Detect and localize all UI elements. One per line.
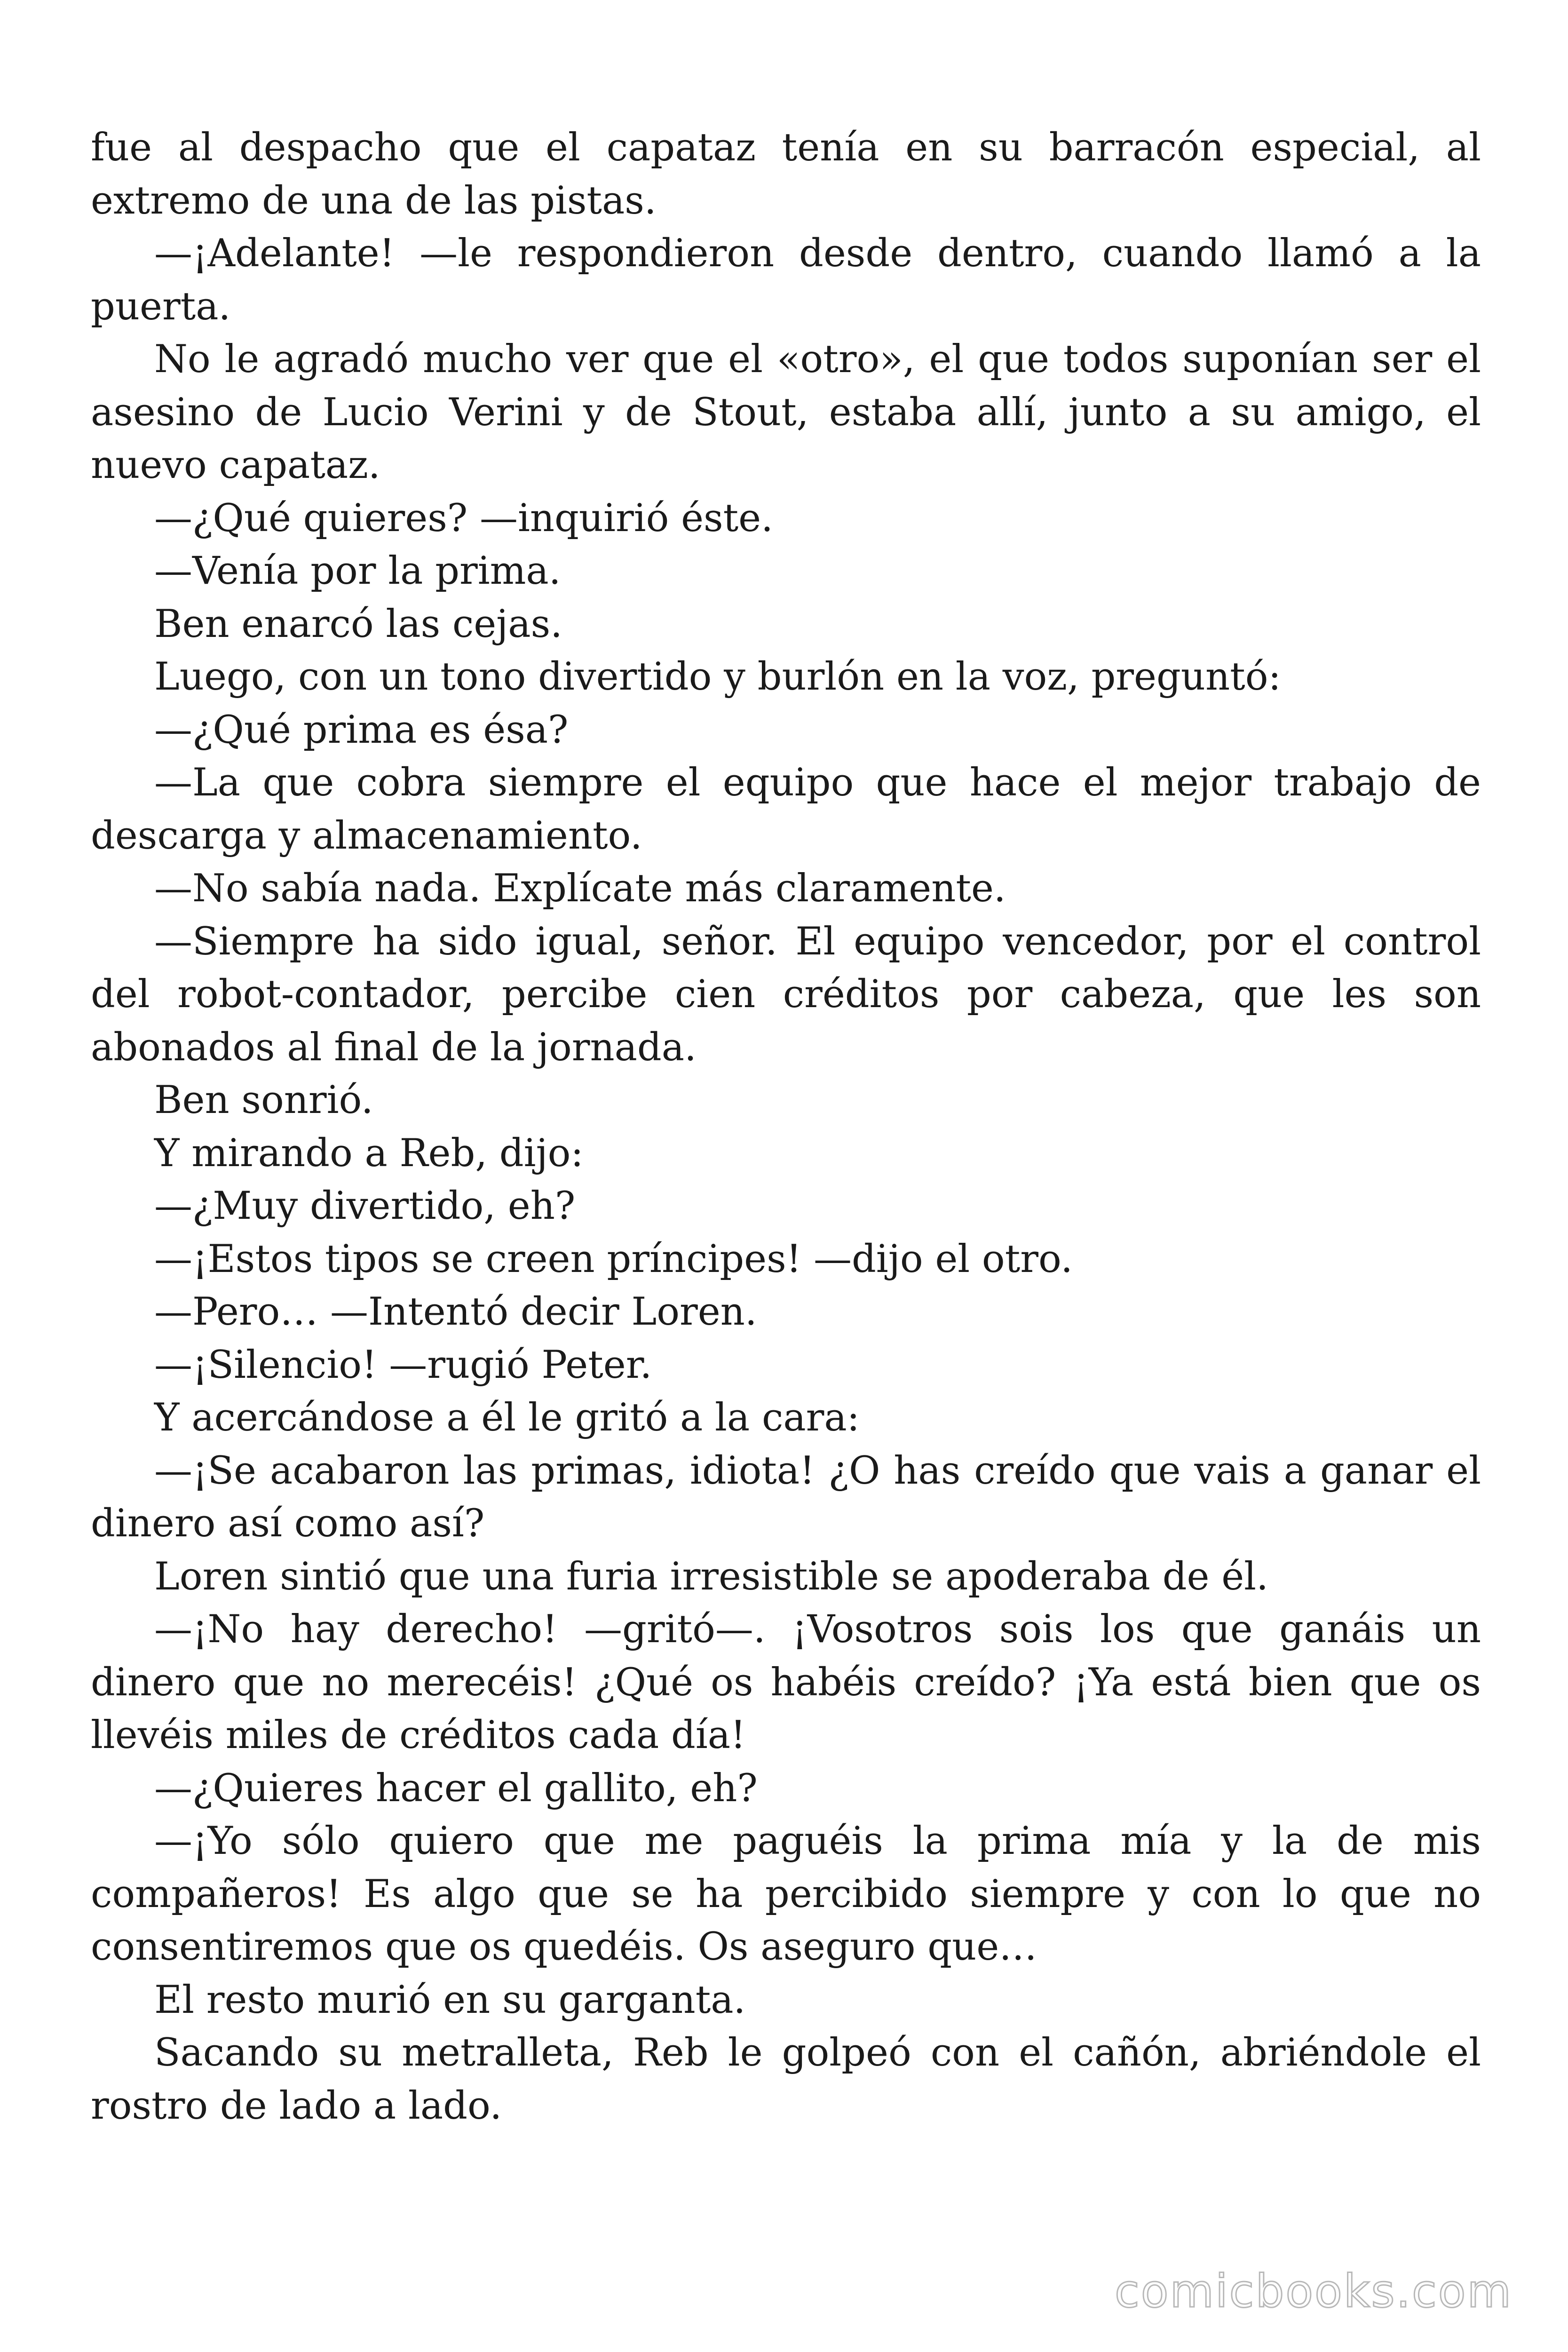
paragraph: Y acercándose a él le gritó a la cara: <box>154 1396 860 1440</box>
paragraph: —¡No hay derecho! —gritó—. ¡Vosotros sois los que ganáis un dinero que no merecéis! ¿Qué os habéis creído? ¡Ya está bien que os llevéis miles de créditos cada día! <box>91 1607 1481 1757</box>
paragraph: —¡Silencio! —rugió Peter. <box>154 1343 652 1387</box>
paragraph: fue al despacho que el capataz tenía en su barracón especial, al extremo de una de las pistas. <box>91 126 1481 223</box>
paragraph: El resto murió en su garganta. <box>154 1978 746 2022</box>
paragraph: —¡Adelante! —le respondieron desde dentro, cuando llamó a la puerta. <box>91 231 1481 329</box>
paragraph: Ben sonrió. <box>154 1078 373 1122</box>
paragraph: No le agradó mucho ver que el «otro», el que todos suponían ser el asesino de Lucio Verini y de Stout, estaba allí, junto a su amigo, el nuevo capataz. <box>91 337 1481 487</box>
paragraph: Y mirando a Reb, dijo: <box>154 1131 584 1176</box>
paragraph: —¿Quieres hacer el gallito, eh? <box>154 1766 758 1811</box>
paragraph: —Venía por la prima. <box>154 549 561 593</box>
paragraph: —Siempre ha sido igual, señor. El equipo vencedor, por el control del robot-contador, percibe cien créditos por cabeza, que les son abonados al final de la jornada. <box>91 919 1481 1070</box>
page-text <box>91 121 1481 2132</box>
paragraph: Sacando su metralleta, Reb le golpeó con el cañón, abriéndole el rostro de lado a lado. <box>91 2031 1481 2128</box>
paragraph: Loren sintió que una furia irresistible se apoderaba de él. <box>154 1554 1268 1599</box>
paragraph: —¿Muy divertido, eh? <box>154 1184 576 1228</box>
paragraph: Luego, con un tono divertido y burlón en la voz, preguntó: <box>154 655 1281 699</box>
watermark: comicbooks.com <box>1114 2265 1513 2318</box>
paragraph: —¿Qué quieres? —inquirió éste. <box>154 496 773 540</box>
paragraph: —¿Qué prima es ésa? <box>154 707 569 752</box>
paragraph: —La que cobra siempre el equipo que hace el mejor trabajo de descarga y almacenamiento. <box>91 761 1481 858</box>
paragraph: Ben enarcó las cejas. <box>154 602 562 646</box>
paragraph: —No sabía nada. Explícate más claramente. <box>154 866 1006 911</box>
paragraph: —¡Yo sólo quiero que me paguéis la prima mía y la de mis compañeros! Es algo que se ha percibido siempre y con lo que no consentiremos que os quedéis. Os aseguro que… <box>91 1819 1481 1969</box>
paragraph: —Pero… —Intentó decir Loren. <box>154 1290 757 1334</box>
paragraph: —¡Estos tipos se creen príncipes! —dijo el otro. <box>154 1237 1073 1281</box>
paragraph: —¡Se acabaron las primas, idiota! ¿O has creído que vais a ganar el dinero así como así? <box>91 1448 1481 1546</box>
